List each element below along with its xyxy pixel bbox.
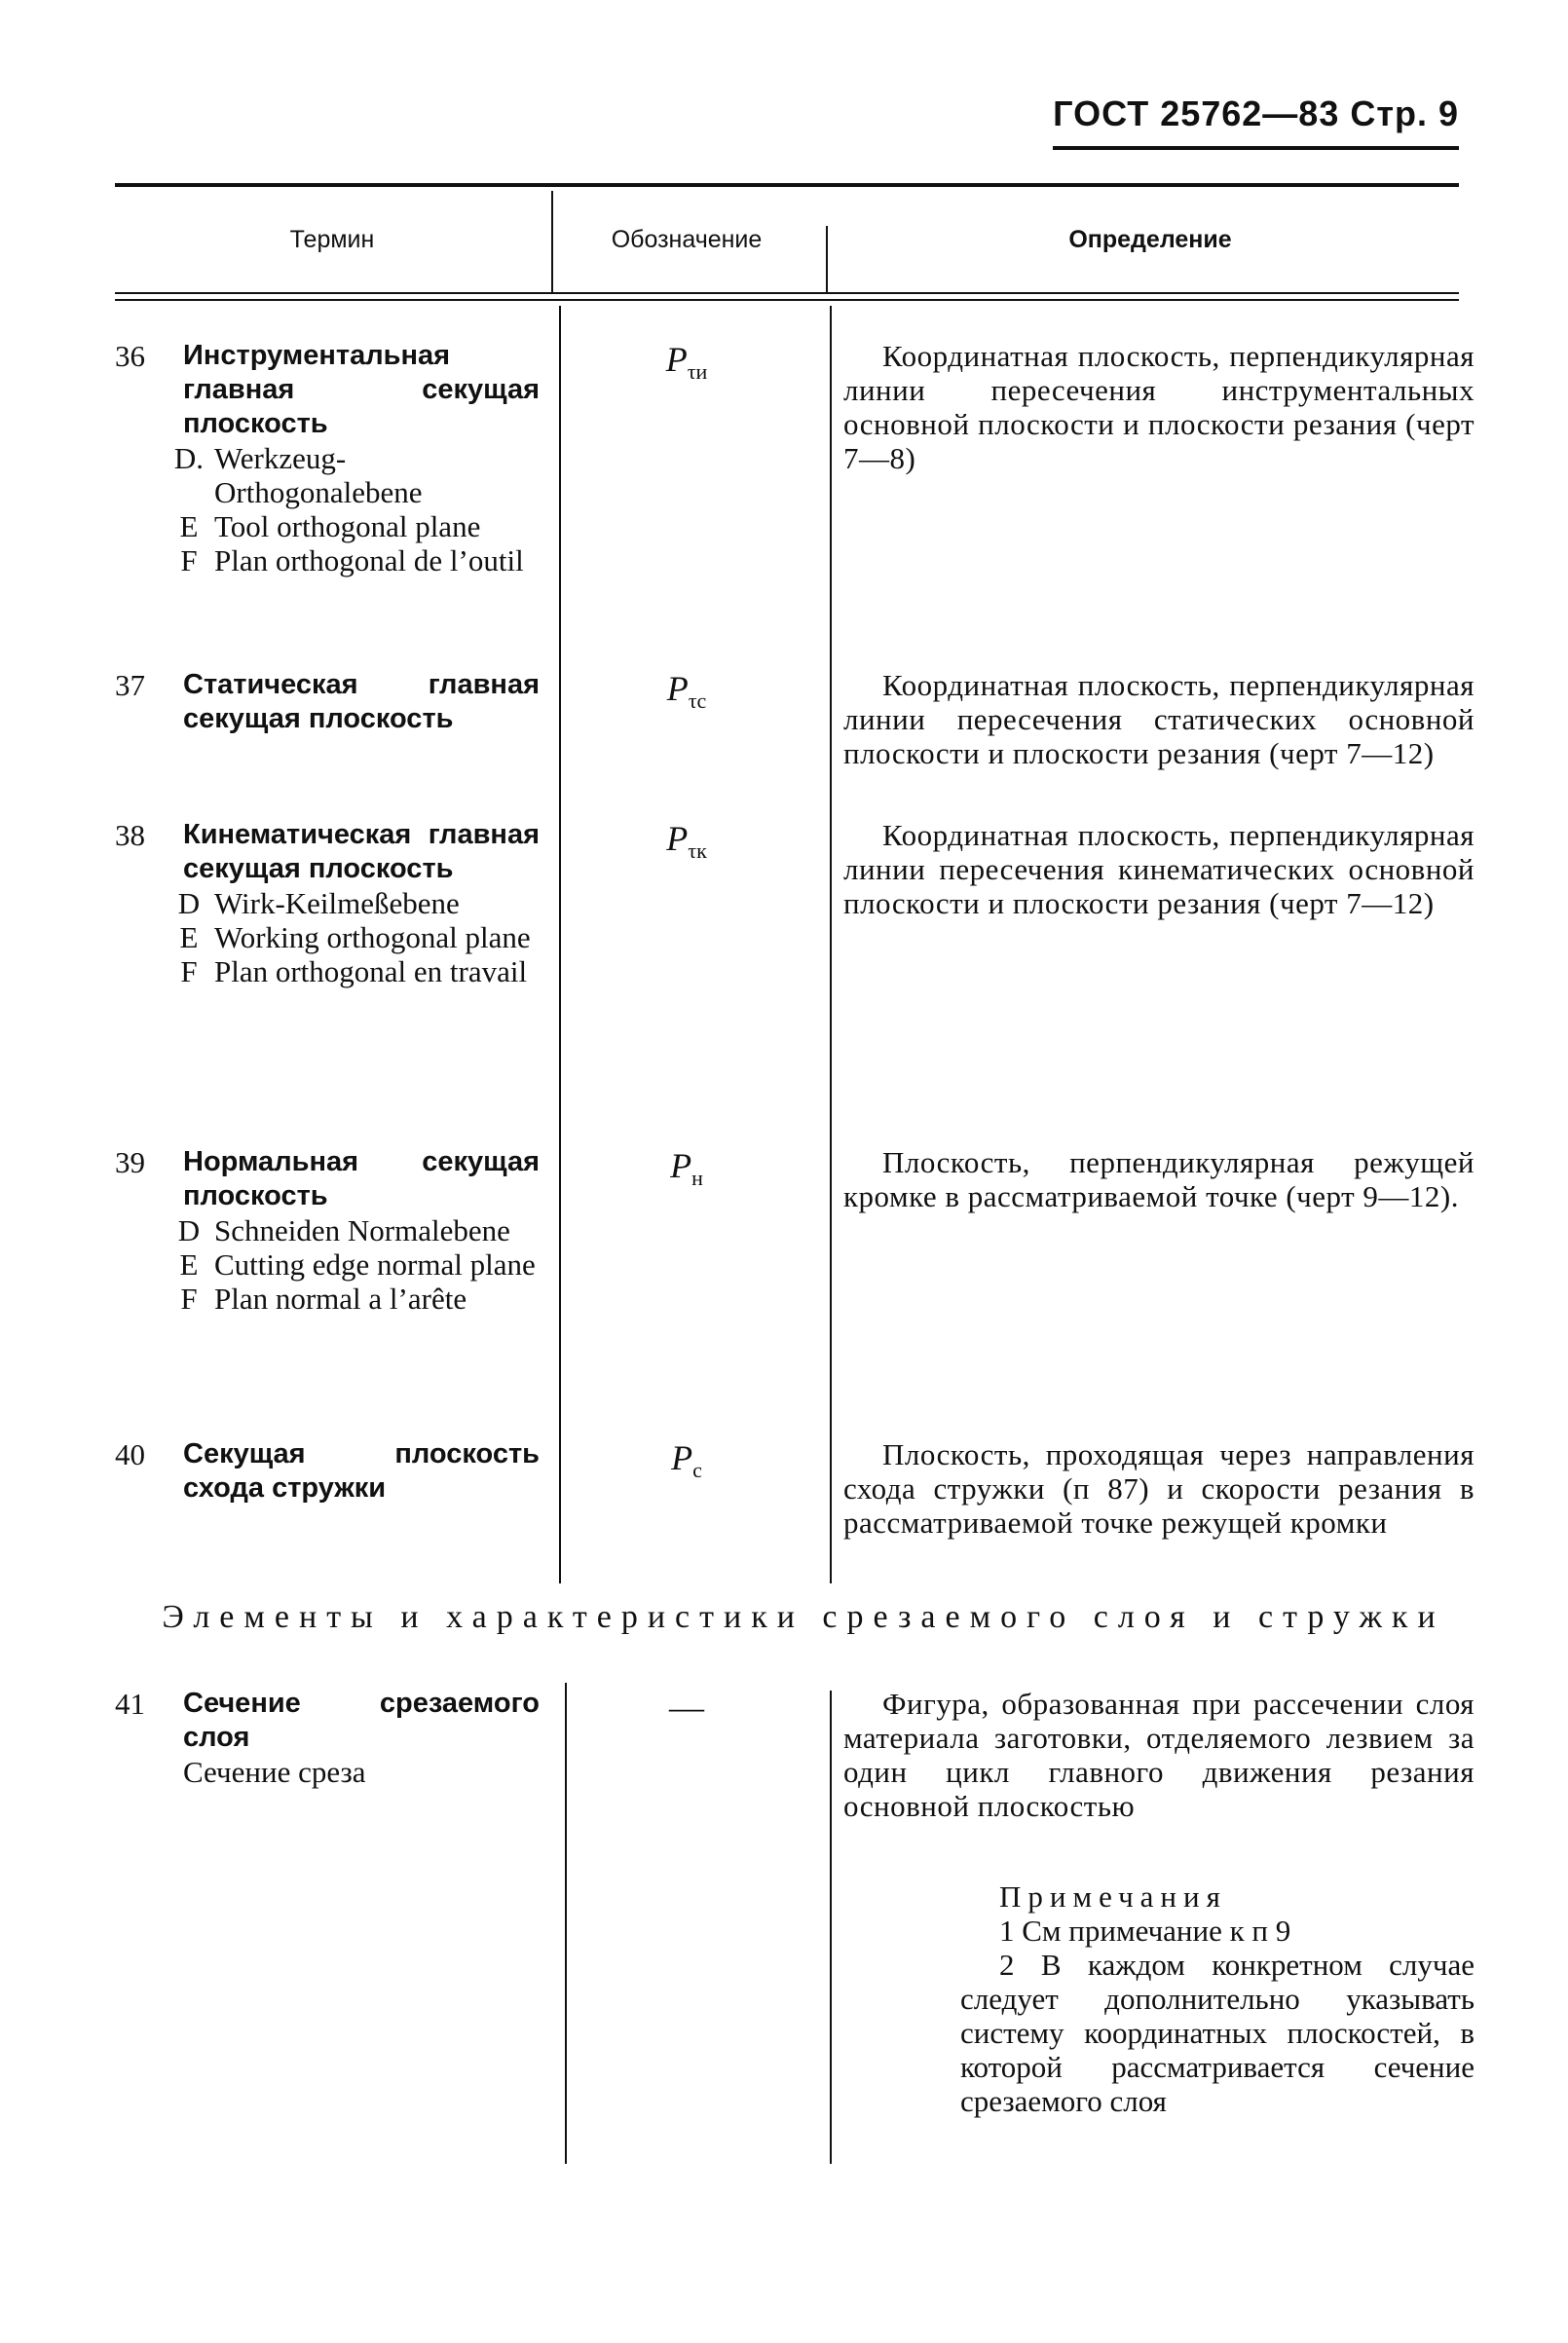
column-header-definition: Определение xyxy=(1068,226,1232,253)
language-code: F xyxy=(180,543,198,577)
header-bottom-rule-double xyxy=(115,299,1459,301)
notes-block xyxy=(960,1879,1475,2118)
foreign-term: Cutting edge normal plane xyxy=(214,1247,536,1282)
term-alternative: Сечение среза xyxy=(183,1755,366,1789)
foreign-term: Tool orthogonal plane xyxy=(214,509,481,543)
term-russian: Сечение срезаемого слоя xyxy=(183,1688,540,1753)
column-divider xyxy=(826,226,828,294)
symbol-letter: P xyxy=(671,1438,693,1477)
header-bottom-rule xyxy=(115,292,1459,294)
language-code: E xyxy=(179,920,199,954)
symbol-letter: P xyxy=(666,819,689,858)
symbol-subscript: τи xyxy=(687,359,708,385)
symbol-letter: P xyxy=(670,1146,692,1185)
language-code: E xyxy=(179,509,199,543)
term-foreign xyxy=(164,920,540,954)
term-foreign xyxy=(164,509,540,543)
term-number: 40 xyxy=(115,1437,145,1471)
symbol-subscript: τк xyxy=(688,838,707,864)
column-header-term: Термин xyxy=(289,226,375,253)
foreign-term: Schneiden Normalebene xyxy=(214,1213,510,1247)
page-header-doc-ref: ГОСТ 25762—83 Стр. 9 xyxy=(1053,93,1459,150)
symbol-cell xyxy=(555,818,818,864)
language-code: D. xyxy=(173,441,205,475)
definition-text: Плоскость, проходящая через направления схода стружки (п 87) и скорости резания в рассматриваемой точке режущей кромки xyxy=(843,1437,1475,1540)
term-foreign xyxy=(164,441,540,509)
term-russian: Секущая плоскость схода стружки xyxy=(183,1438,540,1504)
term-number: 39 xyxy=(115,1145,145,1179)
symbol-subscript: τс xyxy=(688,688,707,714)
term-number: 37 xyxy=(115,668,145,702)
note-item: 2 В каждом конкретном случае следует дополнительно указывать систему координатных плоскостей, в которой рассматривается сечение срезаемого слоя xyxy=(960,1948,1475,2118)
definition-text: Координатная плоскость, перпендикулярная линии пересечения кинематических основной плоскости и плоскости резания (черт 7—12) xyxy=(843,818,1475,920)
symbol-cell xyxy=(555,1145,818,1191)
symbol-cell xyxy=(555,668,818,714)
term-number: 41 xyxy=(115,1687,145,1721)
language-code: F xyxy=(180,954,198,988)
symbol-subscript: н xyxy=(691,1166,703,1191)
foreign-term: Working orthogonal plane xyxy=(214,920,531,954)
column-divider xyxy=(559,306,561,1583)
symbol-cell: — xyxy=(669,1688,704,1727)
term-foreign xyxy=(164,1282,540,1316)
symbol-cell xyxy=(555,339,818,385)
definition-text: Фигура, образованная при рассечении слоя материала заготовки, отделяемого лезвием за один цикл главного движения резания основной плоскостью xyxy=(843,1687,1475,1823)
column-divider xyxy=(830,306,832,1583)
language-code: E xyxy=(179,1247,199,1282)
term-foreign xyxy=(164,543,540,577)
definition-text: Координатная плоскость, перпендикулярная линии пересечения статических основной плоскости и плоскости резания (черт 7—12) xyxy=(843,668,1475,770)
column-divider xyxy=(830,1691,832,2164)
term-russian: Инструментальная главная секущая плоскость xyxy=(183,340,540,439)
term-number: 38 xyxy=(115,818,145,852)
foreign-term: Werkzeug-Orthogonalebene xyxy=(214,441,423,509)
symbol-cell xyxy=(555,1437,818,1483)
definition-text: Плоскость, перпендикулярная режущей кромке в рассматриваемой точке (черт 9—12). xyxy=(843,1145,1475,1213)
note-item: 1 См примечание к п 9 xyxy=(999,1914,1291,1948)
language-code: D xyxy=(177,886,201,920)
term-russian: Статическая главная секущая плоскость xyxy=(183,669,540,734)
foreign-term: Plan normal a l’arête xyxy=(214,1282,467,1316)
foreign-term: Plan orthogonal de l’outil xyxy=(214,543,524,577)
symbol-letter: P xyxy=(666,669,689,708)
term-foreign xyxy=(164,1213,540,1247)
term-number: 36 xyxy=(115,339,145,373)
table-top-rule xyxy=(115,183,1459,187)
term-russian: Кинематическая главная секущая плоскость xyxy=(183,819,540,884)
column-divider xyxy=(551,191,553,292)
term-foreign xyxy=(164,1247,540,1282)
symbol-letter: P xyxy=(665,340,688,379)
definition-text: Координатная плоскость, перпендикулярная линии пересечения инструментальных основной плоскости и плоскости резания (черт 7—8) xyxy=(843,339,1475,475)
term-foreign xyxy=(164,886,540,920)
foreign-term: Wirk-Keilmeßebene xyxy=(214,886,460,920)
language-code: F xyxy=(180,1282,198,1316)
foreign-term: Plan orthogonal en travail xyxy=(214,954,528,988)
notes-title: Примечания xyxy=(999,1879,1227,1914)
symbol-subscript: с xyxy=(692,1458,702,1483)
language-code: D xyxy=(177,1213,201,1247)
term-foreign xyxy=(164,954,540,988)
column-divider xyxy=(565,1683,567,2164)
term-russian: Нормальная секущая плоскость xyxy=(183,1146,540,1211)
column-header-symbol: Обозначение xyxy=(611,226,763,253)
section-heading: Элементы и характеристики срезаемого слоя и стружки xyxy=(162,1599,1445,1635)
